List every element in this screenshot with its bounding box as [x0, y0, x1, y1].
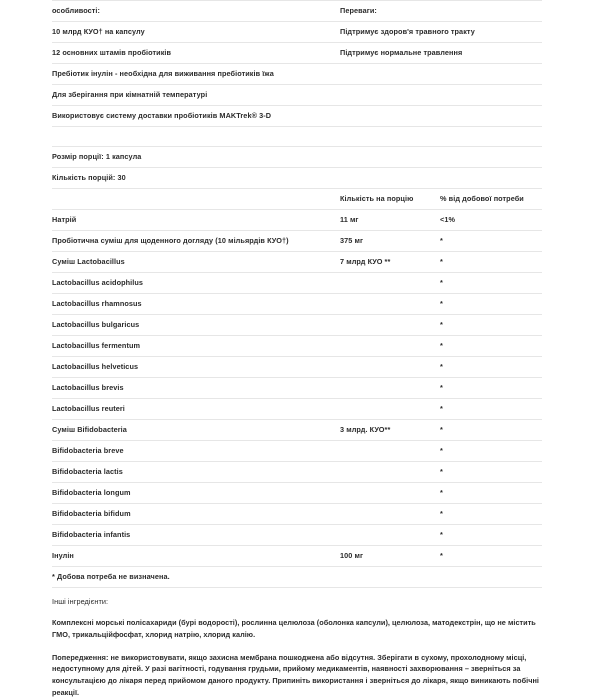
benefit-cell: Підтримує нормальне травлення — [340, 43, 542, 64]
nutrient-dv: * — [440, 231, 542, 252]
serving-size-row — [52, 147, 542, 168]
other-ingredients-text: Комплексні морські полісахариди (бурі водорості), рослинна целюлоза (оболонка капсули), целюлоза, матодекстрін, що не містить ГМО, трикальційфосфат, хлорид натрію, хлорид калію. — [52, 618, 536, 639]
header-name — [52, 189, 340, 210]
table-row — [52, 504, 542, 525]
table-row — [52, 462, 542, 483]
nutrient-amount — [340, 273, 440, 294]
benefit-cell — [340, 106, 542, 127]
spacer-cell — [440, 127, 542, 147]
table-row — [52, 106, 542, 127]
table-row — [52, 336, 542, 357]
nutrient-name: Lactobacillus fermentum — [52, 336, 340, 357]
table-row — [52, 231, 542, 252]
daily-value-footnote: * Добова потреба не визначена. — [52, 567, 542, 588]
supplement-table-header-row — [52, 189, 542, 210]
nutrient-name: Bifidobacteria longum — [52, 483, 340, 504]
servings-per-container-label: Кількість порцій: 30 — [52, 168, 340, 189]
table-row — [52, 252, 542, 273]
nutrient-amount — [340, 336, 440, 357]
table-row — [52, 546, 542, 567]
nutrient-dv: * — [440, 420, 542, 441]
nutrient-dv: * — [440, 252, 542, 273]
nutrient-dv: * — [440, 441, 542, 462]
bottom-text-section — [52, 597, 542, 699]
table-row — [52, 22, 542, 43]
nutrient-name: Суміш Lactobacillus — [52, 252, 340, 273]
nutrient-dv: * — [440, 357, 542, 378]
nutrient-name: Натрій — [52, 210, 340, 231]
servings-empty — [340, 168, 440, 189]
table-row — [52, 43, 542, 64]
table-row — [52, 357, 542, 378]
spacer-cell — [340, 127, 440, 147]
nutrient-name: Bifidobacteria lactis — [52, 462, 340, 483]
nutrient-name: Lactobacillus acidophilus — [52, 273, 340, 294]
nutrient-dv: * — [440, 483, 542, 504]
table-row — [52, 1, 542, 22]
feature-cell: Пребіотик інулін - необхідна для виживання пребіотиків їжа — [52, 64, 340, 85]
nutrient-amount — [340, 504, 440, 525]
table-row — [52, 85, 542, 106]
nutrient-dv: * — [440, 294, 542, 315]
nutrient-name: Пробіотична суміш для щоденного догляду (10 мільярдів КУО†) — [52, 231, 340, 252]
nutrient-name: Bifidobacteria breve — [52, 441, 340, 462]
serving-size-label: Розмір порції: 1 капсула — [52, 147, 340, 168]
nutrient-dv: * — [440, 462, 542, 483]
nutrient-name: Lactobacillus reuteri — [52, 399, 340, 420]
nutrient-name: Lactobacillus bulgaricus — [52, 315, 340, 336]
daily-value-footnote-row — [52, 567, 542, 588]
nutrient-dv: * — [440, 315, 542, 336]
feature-cell: 10 млрд КУО† на капсулу — [52, 22, 340, 43]
nutrient-amount — [340, 399, 440, 420]
section-spacer-row — [52, 127, 542, 147]
table-row — [52, 315, 542, 336]
nutrient-amount: 3 млрд. КУО** — [340, 420, 440, 441]
servings-per-container-row — [52, 168, 542, 189]
table-row — [52, 420, 542, 441]
nutrient-name: Bifidobacteria bifidum — [52, 504, 340, 525]
nutrient-name: Lactobacillus helveticus — [52, 357, 340, 378]
nutrient-name: Суміш Bifidobacteria — [52, 420, 340, 441]
nutrient-name: Lactobacillus rhamnosus — [52, 294, 340, 315]
nutrient-dv: * — [440, 273, 542, 294]
header-amount-per-serving: Кількість на порцію — [340, 189, 440, 210]
nutrient-dv: * — [440, 525, 542, 546]
feature-cell: Використовує систему доставки пробіотиків MAKTrek® 3-D — [52, 106, 340, 127]
nutrient-amount — [340, 441, 440, 462]
nutrient-amount — [340, 462, 440, 483]
table-row — [52, 210, 542, 231]
feature-cell: особливості: — [52, 1, 340, 22]
serving-size-empty-2 — [440, 147, 542, 168]
nutrient-name: Bifidobacteria infantis — [52, 525, 340, 546]
benefit-cell — [340, 64, 542, 85]
features-benefits-body — [52, 1, 542, 588]
benefit-cell: Підтримує здоров'я травного тракту — [340, 22, 542, 43]
benefit-cell: Переваги: — [340, 1, 542, 22]
benefit-cell — [340, 85, 542, 106]
nutrient-amount: 11 мг — [340, 210, 440, 231]
table-row — [52, 378, 542, 399]
feature-cell: Для зберігання при кімнатній температурі — [52, 85, 340, 106]
nutrient-dv: * — [440, 504, 542, 525]
serving-size-empty — [340, 147, 440, 168]
features-benefits-table — [52, 0, 542, 588]
table-row — [52, 441, 542, 462]
nutrient-amount: 375 мг — [340, 231, 440, 252]
nutrient-dv: <1% — [440, 210, 542, 231]
table-row — [52, 525, 542, 546]
nutrient-amount — [340, 357, 440, 378]
servings-empty-2 — [440, 168, 542, 189]
nutrient-dv: * — [440, 546, 542, 567]
table-row — [52, 399, 542, 420]
nutrient-name: Інулін — [52, 546, 340, 567]
warning-text: Попередження: не використовувати, якщо захисна мембрана пошкоджена або відсутня. Зберігати в сухому, прохолодному місці, недоступному для дітей. У разі вагітності, годування грудьми, прийому медикаментів, наявності захворювання – зверніться за консультацією до лікаря перед прийомом даного продукту. Припиніть використання і зверніться до лікаря, якщо виникають побічні реакції. — [52, 652, 539, 698]
nutrient-amount: 7 млрд КУО ** — [340, 252, 440, 273]
nutrient-amount — [340, 378, 440, 399]
other-ingredients-label: Інші інгредієнти: — [52, 597, 109, 606]
nutrient-dv: * — [440, 378, 542, 399]
table-row — [52, 64, 542, 85]
nutrient-amount — [340, 294, 440, 315]
nutrient-amount — [340, 483, 440, 504]
table-row — [52, 294, 542, 315]
table-row — [52, 483, 542, 504]
nutrient-amount: 100 мг — [340, 546, 440, 567]
nutrient-dv: * — [440, 336, 542, 357]
feature-cell: 12 основних штамів пробіотиків — [52, 43, 340, 64]
table-row — [52, 273, 542, 294]
nutrient-amount — [340, 525, 440, 546]
spacer-cell — [52, 127, 340, 147]
nutrient-dv: * — [440, 399, 542, 420]
nutrient-name: Lactobacillus brevis — [52, 378, 340, 399]
header-percent-daily-value: % від добової потреби — [440, 189, 542, 210]
nutrient-amount — [340, 315, 440, 336]
